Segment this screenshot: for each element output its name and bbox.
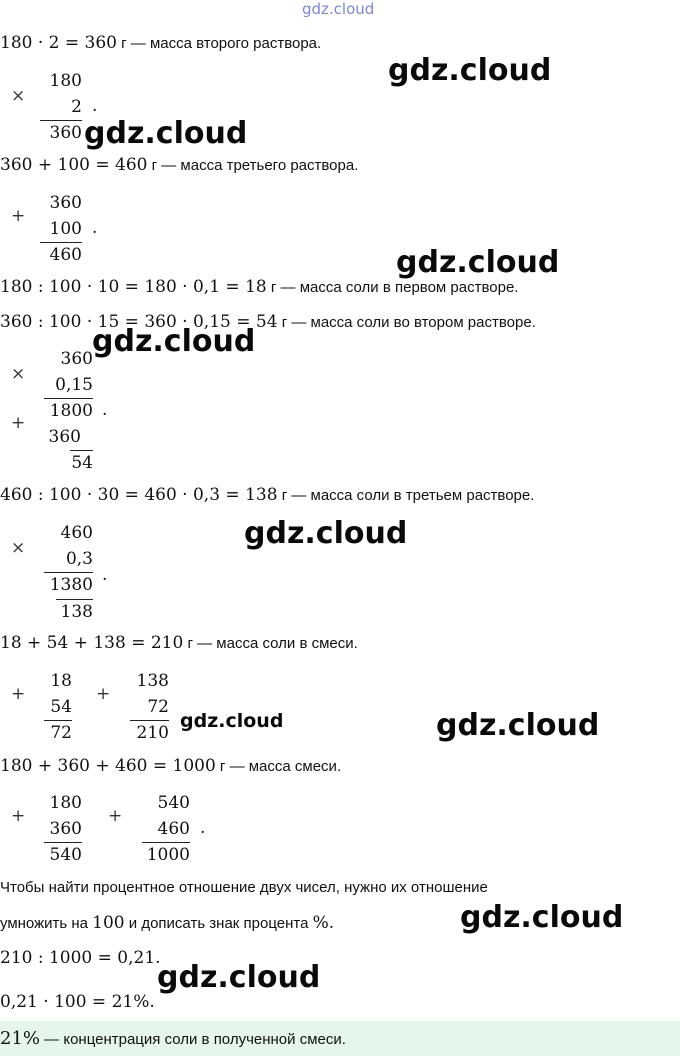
line-text: г — масса третьего раствора.	[147, 157, 359, 174]
calc-line-2	[0, 990, 155, 1015]
expression: 360 + 100 = 460	[0, 155, 148, 175]
expression: 180 · 2 = 360	[0, 33, 117, 53]
plus-sign: +	[11, 413, 26, 433]
expression: 460 : 100 · 30 = 460 · 0,3 = 138	[0, 485, 278, 505]
watermark: gdz.cloud	[244, 516, 408, 551]
column-operand: 180	[49, 71, 82, 91]
percent-symbol: %.	[312, 913, 335, 933]
line-text: г — масса смеси.	[215, 758, 342, 775]
answer-text: — концентрация соли в полученной смеси.	[40, 1031, 346, 1048]
watermark: gdz.cloud	[436, 708, 600, 743]
column-operand: 0,15	[55, 374, 93, 395]
rule-text: Чтобы найти процентное отношение двух чисел, нужно их отношение	[0, 879, 488, 896]
column-operand: 0,3	[65, 548, 93, 569]
period-mark: .	[92, 218, 98, 238]
column-operand: 360	[49, 818, 82, 839]
rule-line-1	[0, 876, 488, 900]
column-result: 360	[40, 120, 82, 147]
watermark: gdz.cloud	[92, 324, 256, 359]
expression: 180 : 100 · 10 = 180 · 0,1 = 18	[0, 277, 267, 297]
solution-line-7	[0, 754, 341, 779]
column-partial: 1380	[44, 572, 93, 599]
solution-line-5	[0, 483, 534, 508]
column-operand: 2	[71, 96, 82, 117]
column-result: 540	[44, 842, 82, 869]
watermark-top: gdz.cloud	[302, 0, 375, 18]
column-result: 54	[70, 450, 93, 477]
rule-number: 100	[92, 913, 125, 933]
column-operand: 180	[49, 793, 82, 813]
column-operand: 360	[49, 193, 82, 213]
column-multiplication-3	[44, 521, 93, 625]
column-operand: 54	[50, 696, 72, 717]
watermark: gdz.cloud	[396, 245, 560, 280]
solution-line-4	[0, 310, 536, 335]
column-multiplication-1	[40, 69, 82, 147]
column-addition-2	[44, 669, 72, 747]
column-result: 72	[44, 720, 72, 747]
expression: 18 + 54 + 138 = 210	[0, 633, 184, 653]
column-operand: 360	[60, 349, 93, 369]
column-result: 1000	[142, 842, 190, 869]
column-operand: 540	[157, 793, 190, 813]
expression: 0,21 · 100 = 21%.	[0, 992, 155, 1012]
watermark: gdz.cloud	[180, 710, 284, 732]
line-text: г — масса второго раствора.	[116, 35, 322, 52]
rule-text: и дописать знак процента	[124, 915, 313, 932]
line-text: г — масса соли во втором растворе.	[277, 314, 536, 331]
answer-value: 21%	[0, 1028, 41, 1049]
rule-text: умножить на	[0, 915, 93, 932]
plus-sign: +	[11, 684, 26, 704]
plus-sign: +	[11, 206, 26, 226]
calc-line-1	[0, 946, 161, 971]
rule-line-2	[0, 911, 334, 936]
period-mark: .	[102, 565, 108, 585]
column-addition-5	[142, 791, 190, 869]
column-operand: 72	[147, 696, 169, 717]
watermark: gdz.cloud	[460, 900, 624, 935]
solution-line-2	[0, 153, 358, 178]
period-mark: .	[92, 96, 98, 116]
expression: 210 : 1000 = 0,21.	[0, 948, 161, 968]
column-result: 210	[130, 720, 169, 747]
multiply-sign: ×	[11, 86, 26, 106]
plus-sign: +	[108, 806, 123, 826]
column-operand: 138	[136, 671, 169, 691]
plus-sign: +	[96, 684, 111, 704]
multiply-sign: ×	[11, 364, 26, 384]
column-operand: 460	[60, 523, 93, 543]
column-partial: 1800	[44, 398, 93, 425]
line-text: г — масса соли в третьем растворе.	[277, 487, 535, 504]
line-text: г — масса соли в смеси.	[183, 635, 358, 652]
expression: 180 + 360 + 460 = 1000	[0, 756, 216, 776]
column-partial: 360	[48, 426, 81, 447]
column-addition-1	[40, 191, 82, 269]
column-operand: 460	[157, 818, 190, 839]
plus-sign: +	[11, 806, 26, 826]
solution-line-1	[0, 31, 321, 56]
watermark: gdz.cloud	[157, 960, 321, 995]
column-operand: 18	[50, 671, 72, 691]
watermark: gdz.cloud	[388, 53, 552, 88]
solution-line-6	[0, 631, 358, 656]
column-result: 460	[40, 242, 82, 269]
multiply-sign: ×	[11, 538, 26, 558]
column-operand: 100	[49, 218, 82, 239]
expression: 360 : 100 · 15 = 360 · 0,15 = 54	[0, 312, 278, 332]
watermark: gdz.cloud	[84, 116, 248, 151]
period-mark: .	[200, 818, 206, 838]
line-text: г — масса соли в первом растворе.	[266, 279, 519, 296]
answer-line	[0, 1027, 346, 1052]
column-result: 138	[56, 599, 93, 626]
column-addition-3	[130, 669, 169, 747]
column-addition-4	[44, 791, 82, 869]
period-mark: .	[102, 400, 108, 420]
column-multiplication-2	[44, 347, 93, 477]
